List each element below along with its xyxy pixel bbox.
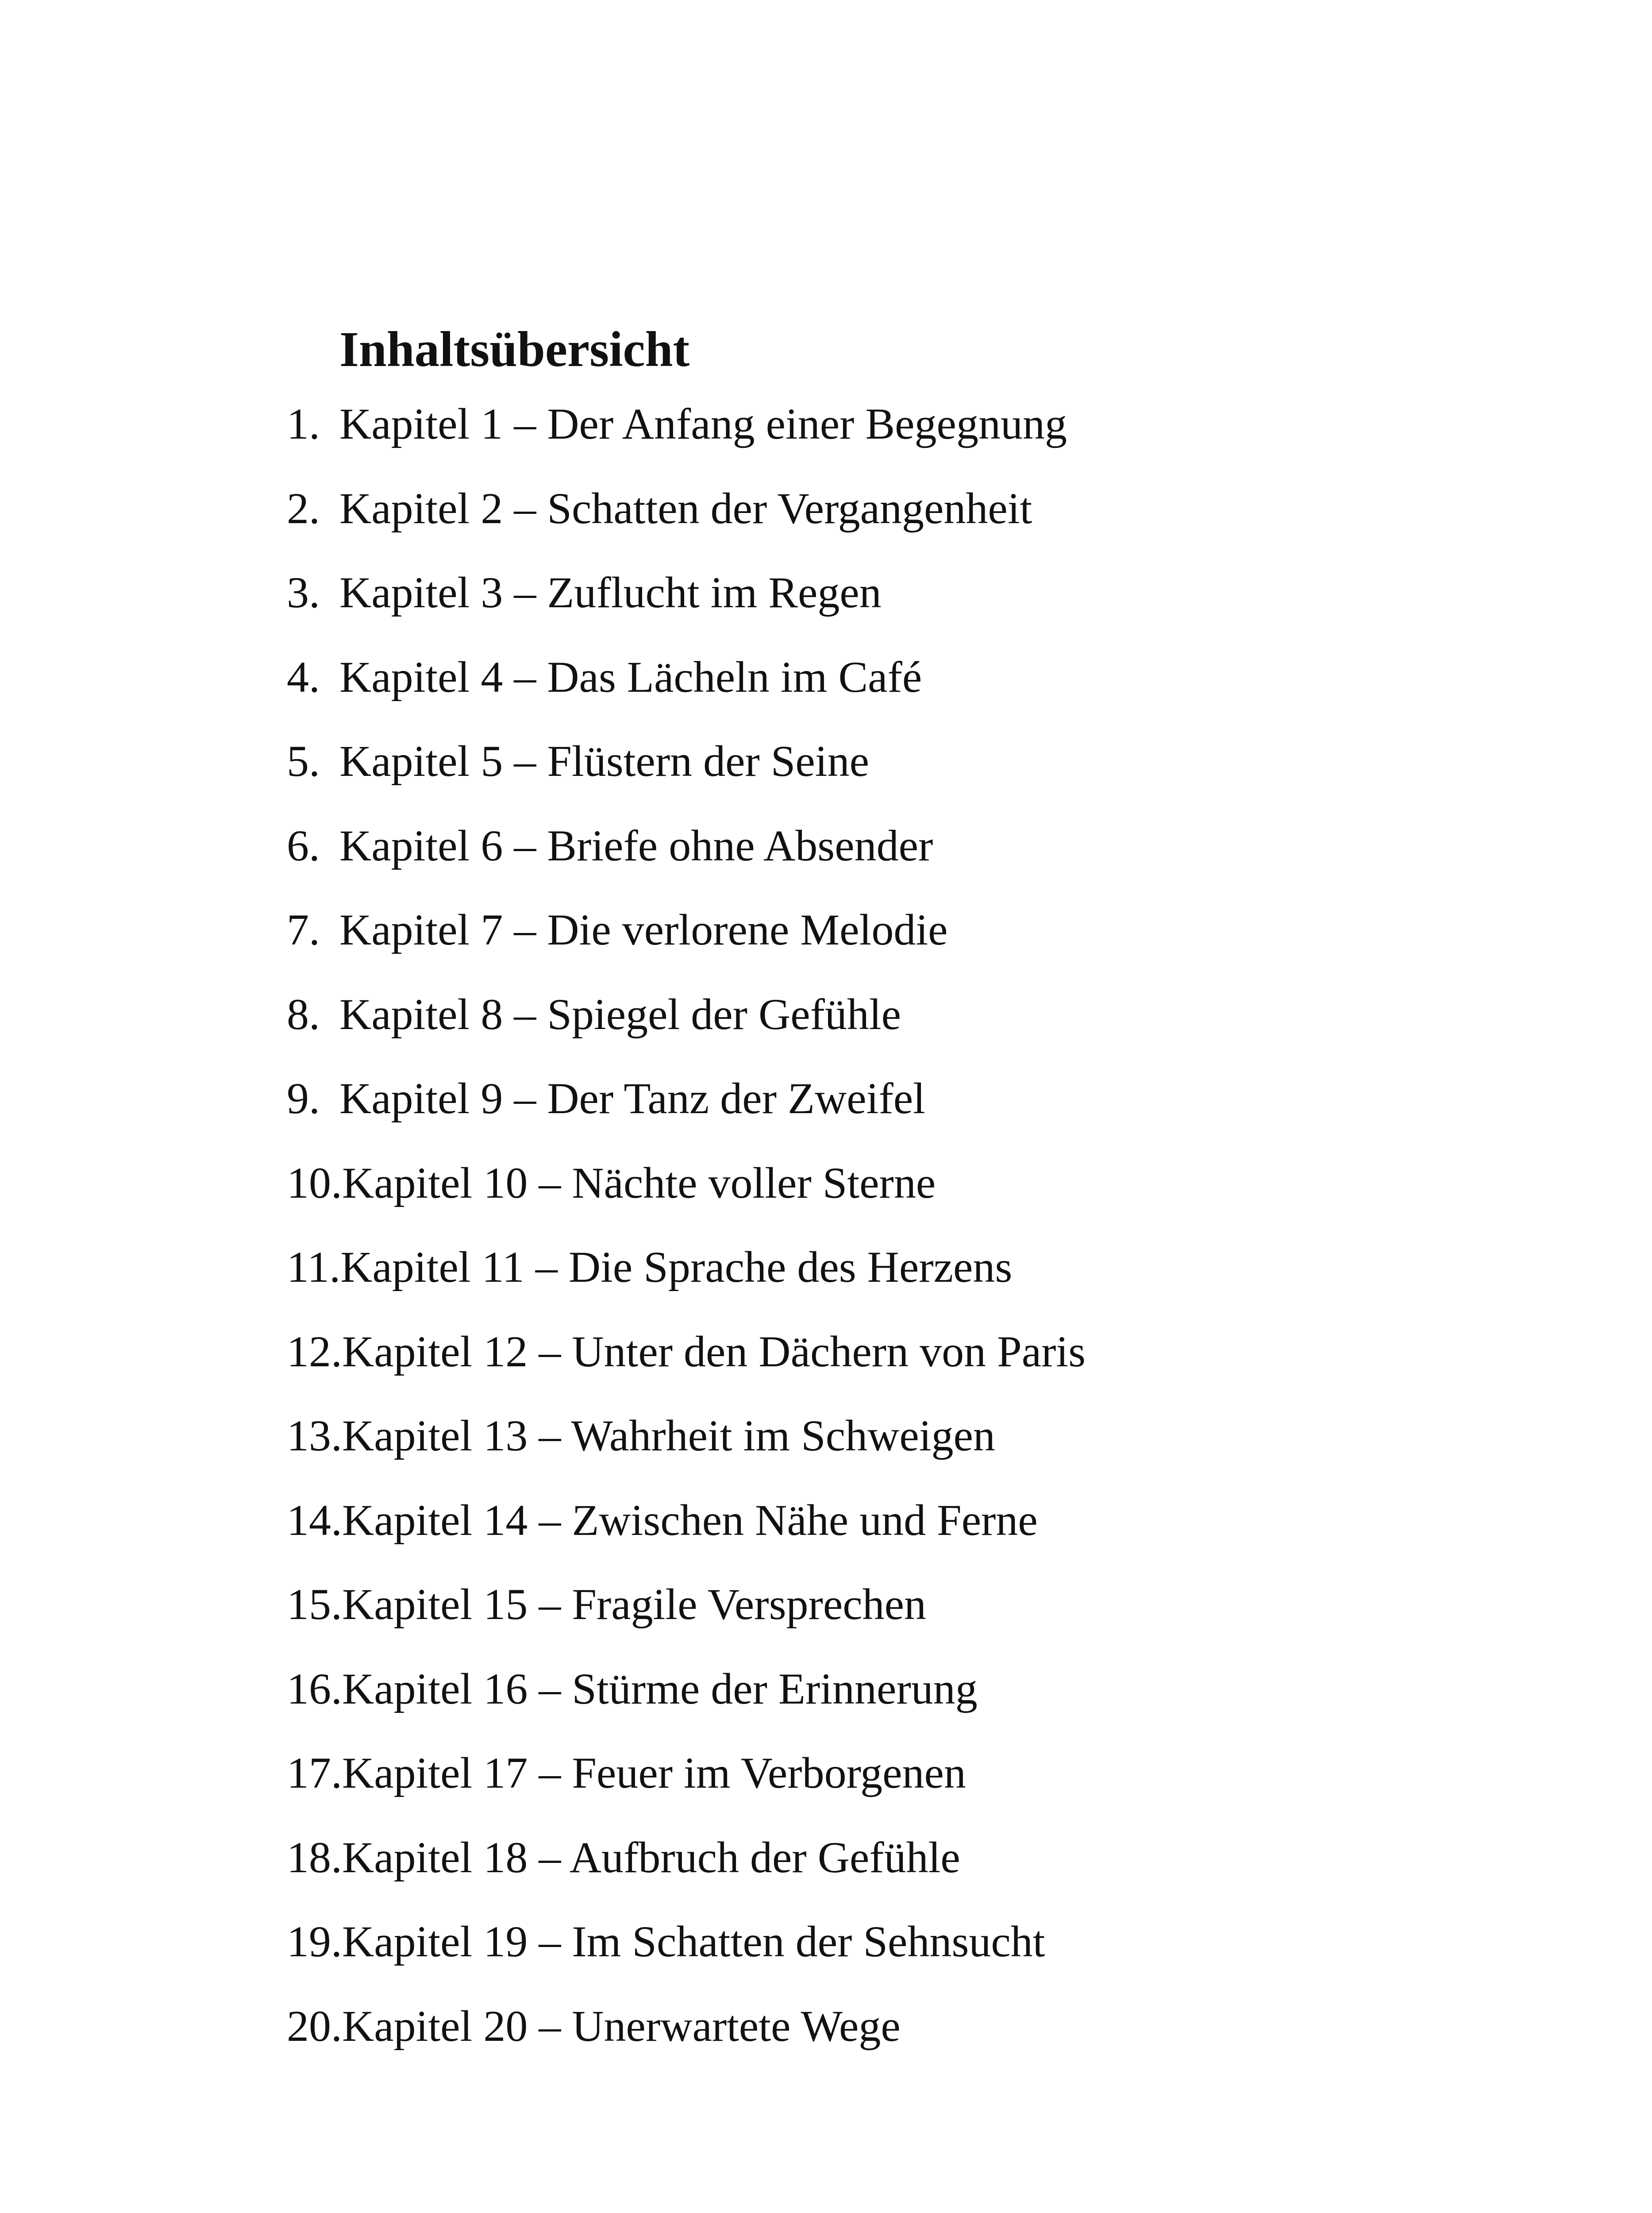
- toc-item: [287, 981, 1086, 1066]
- toc-item: [287, 1824, 1086, 1909]
- toc-item-number: 4.: [287, 652, 320, 702]
- toc-item: [287, 1150, 1086, 1234]
- toc-item: [287, 1319, 1086, 1403]
- toc-item-text: Kapitel 13 – Wahrheit im Schweigen: [342, 1411, 995, 1460]
- toc-item-text: Kapitel 19 – Im Schatten der Sehnsucht: [342, 1917, 1045, 1966]
- toc-item-number: 20.: [287, 2001, 342, 2051]
- toc-item-number: 6.: [287, 821, 320, 870]
- toc-item-number: 12.: [287, 1326, 342, 1376]
- toc-item: [287, 1487, 1086, 1572]
- toc-item-text: Kapitel 12 – Unter den Dächern von Paris: [342, 1326, 1086, 1376]
- toc-list: [287, 391, 1086, 2077]
- toc-item-text: Kapitel 14 – Zwischen Nähe und Ferne: [342, 1495, 1038, 1545]
- toc-item-number: 5.: [287, 736, 320, 786]
- toc-item: [287, 475, 1086, 560]
- toc-item-text: Kapitel 11 – Die Sprache des Herzens: [340, 1242, 1013, 1292]
- toc-item: [287, 728, 1086, 813]
- toc-item-text: Kapitel 15 – Fragile Versprechen: [342, 1580, 926, 1629]
- toc-item-number: 18.: [287, 1832, 342, 1882]
- toc-item-number: 7.: [287, 905, 320, 954]
- toc-item-text: Kapitel 17 – Feuer im Verborgenen: [342, 1748, 966, 1797]
- toc-item-text: Kapitel 8 – Spiegel der Gefühle: [339, 989, 901, 1039]
- toc-item-text: Kapitel 18 – Aufbruch der Gefühle: [342, 1832, 960, 1882]
- toc-item-number: 14.: [287, 1495, 342, 1545]
- toc-item-number: 1.: [287, 399, 320, 448]
- toc-item: [287, 1571, 1086, 1656]
- toc-item: [287, 1065, 1086, 1150]
- toc-item: [287, 1740, 1086, 1824]
- toc-item: [287, 1656, 1086, 1740]
- toc-item-text: Kapitel 20 – Unerwartete Wege: [342, 2001, 901, 2051]
- toc-item-number: 10.: [287, 1158, 342, 1207]
- toc-item-text: Kapitel 3 – Zuflucht im Regen: [339, 568, 882, 617]
- toc-item: [287, 1993, 1086, 2078]
- toc-item-number: 17.: [287, 1748, 342, 1797]
- toc-item: [287, 391, 1086, 475]
- toc-item-number: 2.: [287, 483, 320, 533]
- toc-item: [287, 1234, 1086, 1319]
- toc-item-number: 3.: [287, 568, 320, 617]
- toc-item-text: Kapitel 9 – Der Tanz der Zweifel: [339, 1074, 925, 1123]
- toc-item: [287, 813, 1086, 897]
- toc-item-text: Kapitel 4 – Das Lächeln im Café: [339, 652, 922, 702]
- toc-item-number: 8.: [287, 989, 320, 1039]
- toc-item: [287, 1908, 1086, 1993]
- toc-item-number: 16.: [287, 1664, 342, 1713]
- toc-item-number: 11.: [287, 1242, 341, 1292]
- toc-title: Inhaltsübersicht: [339, 322, 690, 377]
- toc-item-text: Kapitel 10 – Nächte voller Sterne: [342, 1158, 936, 1207]
- toc-item: [287, 644, 1086, 729]
- toc-item: [287, 559, 1086, 644]
- toc-item: [287, 1403, 1086, 1487]
- toc-item-text: Kapitel 1 – Der Anfang einer Begegnung: [339, 399, 1067, 448]
- toc-item: [287, 897, 1086, 981]
- toc-item-number: 19.: [287, 1917, 342, 1966]
- toc-item-text: Kapitel 5 – Flüstern der Seine: [339, 736, 869, 786]
- toc-item-number: 9.: [287, 1074, 320, 1123]
- toc-item-number: 13.: [287, 1411, 342, 1460]
- toc-item-text: Kapitel 7 – Die verlorene Melodie: [339, 905, 948, 954]
- toc-item-number: 15.: [287, 1580, 342, 1629]
- toc-item-text: Kapitel 16 – Stürme der Erinnerung: [342, 1664, 978, 1713]
- toc-item-text: Kapitel 2 – Schatten der Vergangenheit: [339, 483, 1032, 533]
- toc-item-text: Kapitel 6 – Briefe ohne Absender: [339, 821, 933, 870]
